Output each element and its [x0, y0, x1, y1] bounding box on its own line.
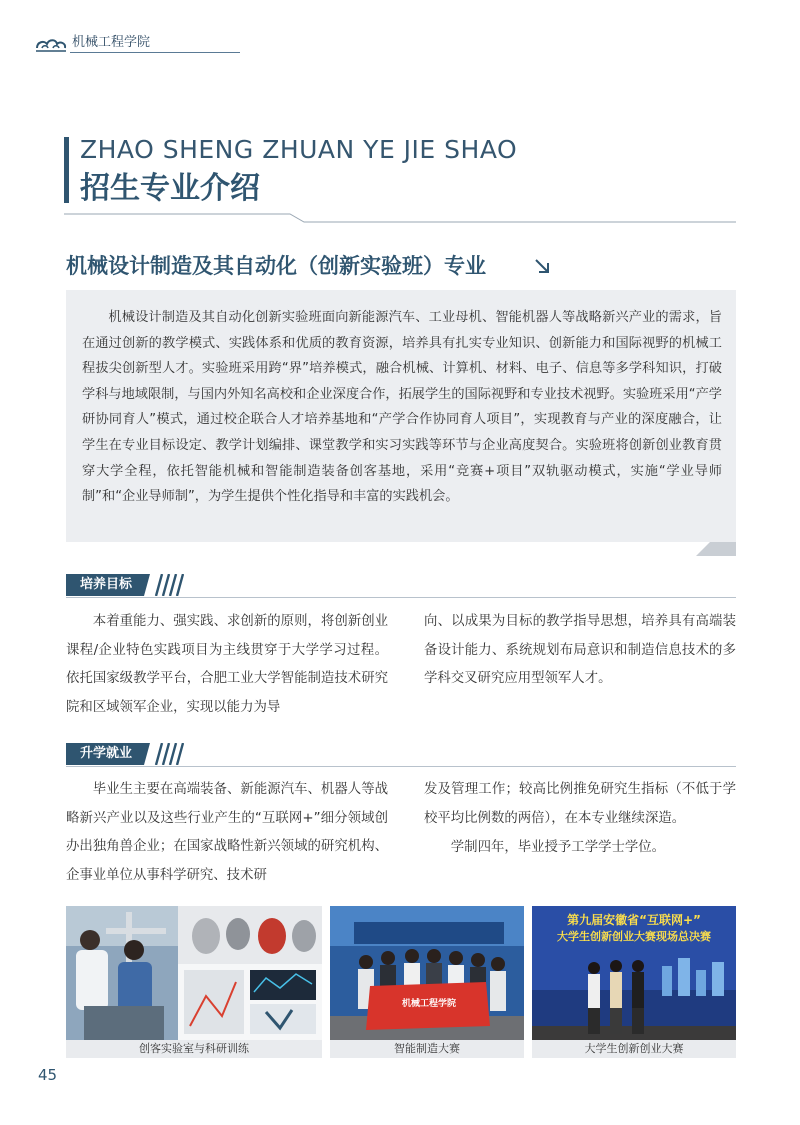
- team-scene-image: [330, 906, 524, 1040]
- page-title: 招生专业介绍: [80, 171, 260, 206]
- photo-innovation-contest: [532, 906, 736, 1040]
- career-text-right-1: 发及管理工作；较高比例推免研究生指标（不低于学校平均比例数的两倍），在本专业继续深造。: [424, 782, 736, 826]
- page-title-pinyin: ZHAO SHENG ZHUAN YE JIE SHAO: [80, 135, 518, 164]
- photo-maker-lab: [66, 906, 322, 1040]
- arrow-down-right-icon: [532, 256, 552, 276]
- section-badge-career: [66, 743, 186, 765]
- page-number: 45: [38, 1066, 58, 1084]
- section-badge-training: [66, 574, 186, 596]
- section-label-training: 培养目标: [80, 577, 133, 592]
- cloud-logo-icon: [34, 34, 68, 54]
- caption-maker-lab: 创客实验室与科研训练: [66, 1040, 322, 1058]
- section-label-career: 升学就业: [80, 746, 133, 761]
- training-text-left: 本着重能力、强实践、求创新的原则，将创新创业课程/企业特色实践项目为主线贯穿于大学学习过程。依托国家级教学平台，合肥工业大学智能制造技术研究院和区域领军企业，实现以能力为导: [66, 614, 388, 715]
- screen-title-line1: 第九届安徽省“互联网+”: [567, 913, 701, 927]
- caption-manufacturing-contest: 智能制造大赛: [330, 1040, 524, 1058]
- banner-text: 机械工程学院: [401, 999, 456, 1009]
- slash-stripes-icon: [154, 743, 184, 765]
- caption-innovation-contest: 大学生创新创业大赛: [532, 1040, 736, 1058]
- header-divider: [70, 52, 240, 53]
- corner-decoration: [696, 542, 736, 556]
- major-intro: 机械设计制造及其自动化创新实验班面向新能源汽车、工业母机、智能机器人等战略新兴产业的需求，旨在通过创新的教学模式、实践体系和优质的教育资源，培养具有扎实专业知识、创新能力和国际视野的机械工程拔尖创新型人才。实验班采用跨“界”培养模式，融合机械、计算机、材料、电子、信息等多学科知识，打破学科与地域限制，与国内外知名高校和企业深度合作，拓展学生的国际视野和专业技术视野。实验班采用“产学研协同育人”模式，通过校企联合人才培养基地和“产学合作协同育人项目”，实现教育与产业的深度融合，让学生在专业目标设定、教学计划编排、课堂教学和实习实践等环节与企业高度契合。实验班将创新创业教育贯穿大学全程，依托智能机械和智能制造装备创客基地，采用“竞赛+项目”双轨驱动模式，实施“学业导师制”和“企业导师制”，为学生提供个性化指导和丰富的实践机会。: [82, 310, 722, 505]
- major-title: 机械设计制造及其自动化（创新实验班）专业: [66, 254, 486, 278]
- title-divider: [64, 211, 736, 223]
- lab-scene-image: [66, 906, 322, 1040]
- screen-title-line2: 大学生创新创业大赛现场总决赛: [557, 930, 711, 943]
- section-divider: [66, 597, 736, 598]
- slash-stripes-icon: [154, 574, 184, 596]
- section-divider: [66, 766, 736, 767]
- career-text-right-2: 学制四年，毕业授予工学学士学位。: [450, 840, 666, 855]
- title-accent-bar: [64, 137, 69, 203]
- photo-manufacturing-contest: [330, 906, 524, 1040]
- career-text-left: 毕业生主要在高端装备、新能源汽车、机器人等战略新兴产业以及这些行业产生的“互联网+”细分领域创办出独角兽企业；在国家战略性新兴领域的研究机构、企事业单位从事科学研究、技术研: [66, 782, 388, 883]
- school-name: 机械工程学院: [72, 35, 151, 50]
- training-text-right: 向、以成果为目标的教学指导思想，培养具有高端装备设计能力、系统规划布局意识和制造信息技术的多学科交叉研究应用型领军人才。: [424, 614, 736, 687]
